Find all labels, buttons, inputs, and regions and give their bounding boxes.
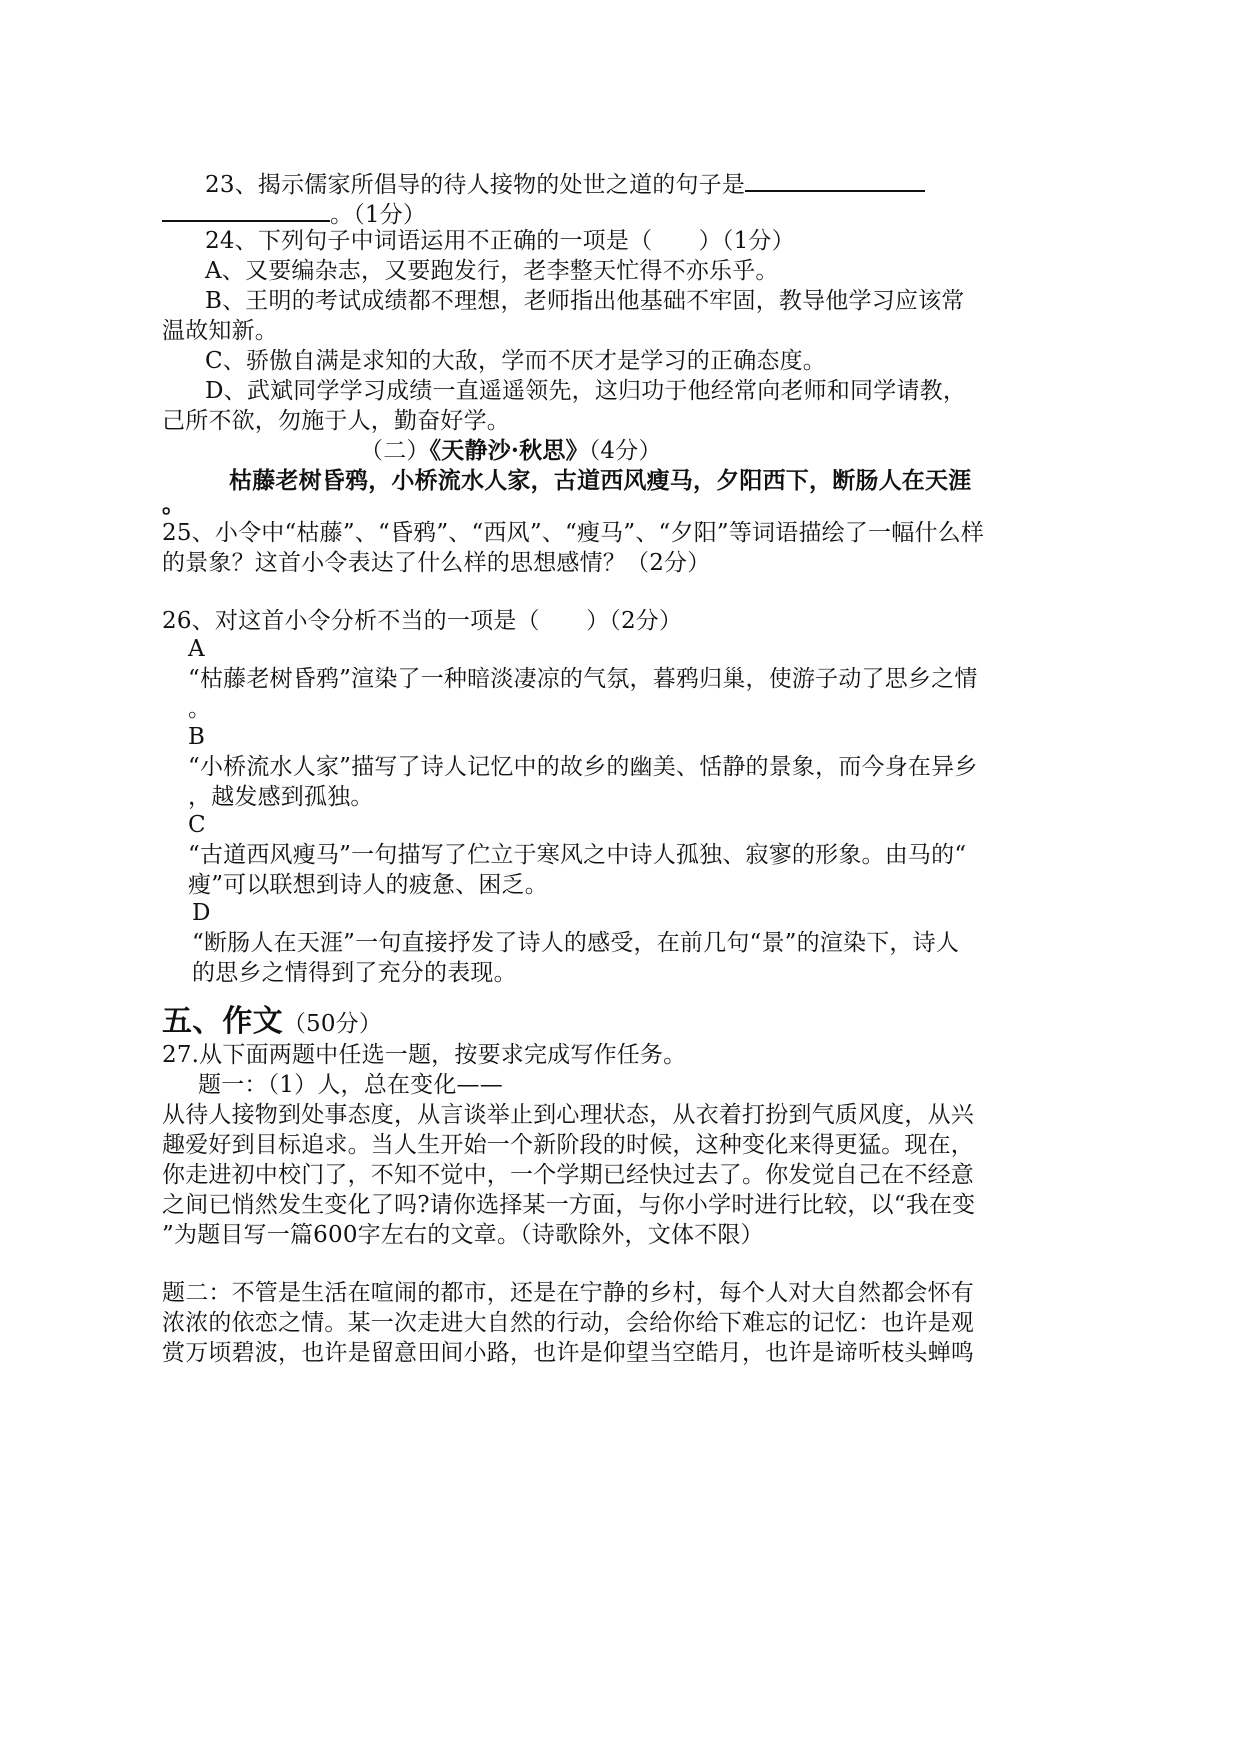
q27-topic1-line2: 趣爱好到目标追求。当人生开始一个新阶段的时候，这种变化来得更猛。现在， [162, 1132, 974, 1158]
q26-option-c-line2: 瘦”可以联想到诗人的疲惫、困乏。 [188, 872, 548, 898]
q23-answer-blank-2 [162, 198, 330, 222]
q26-stem: 26、对这首小令分析不当的一项是（ ）（2分） [162, 608, 683, 634]
q26-option-b-line2: ，越发感到孤独。 [188, 784, 374, 810]
poem-heading [360, 436, 662, 466]
section5-title: 五、作文 [162, 1004, 283, 1039]
q23-stem: 23、揭示儒家所倡导的待人接物的处世之道的句子是 [205, 172, 746, 198]
q24-stem: 24、下列句子中词语运用不正确的一项是（ ）（1分） [205, 228, 795, 254]
section5-score: （50分） [282, 1011, 383, 1037]
poem-heading-score: （4分） [588, 438, 662, 464]
q26-option-d-line1: “断肠人在天涯”一句直接抒发了诗人的感受，在前几句“景”的渲染下，诗人 [192, 930, 960, 956]
section5-heading [162, 1004, 382, 1042]
poem-text-line1: 枯藤老树昏鸦，小桥流水人家，古道西风瘦马，夕阳西下，断肠人在天涯 [229, 467, 972, 494]
q26-option-b-line1: “小桥流水人家”描写了诗人记忆中的故乡的幽美、恬静的景象，而今身在异乡 [188, 754, 978, 780]
q26-option-d-line2: 的思乡之情得到了充分的表现。 [192, 960, 517, 986]
q27-topic1-line1: 从待人接物到处事态度，从言谈举止到心理状态，从衣着打扮到气质风度，从兴 [162, 1102, 974, 1128]
q26-label-c: C [188, 812, 206, 838]
q25-line2: 的景象？这首小令表达了什么样的思想感情？（2分） [162, 550, 711, 576]
poem-heading-title: 《天静沙·秋思》 [429, 437, 589, 464]
q23-score: 。（1分） [330, 202, 427, 228]
q27-topic1-line4: 之间已悄然发生变化了吗?请你选择某一方面，与你小学时进行比较，以“我在变 [162, 1192, 976, 1218]
q26-label-d: D [192, 900, 211, 926]
q27-stem: 27.从下面两题中任选一题，按要求完成写作任务。 [162, 1042, 687, 1068]
q24-option-c: C、骄傲自满是求知的大敌，学而不厌才是学习的正确态度。 [205, 348, 826, 374]
q27-topic1-heading: 题一：（1）人，总在变化—— [198, 1072, 503, 1098]
poem-heading-prefix: （二） [360, 438, 430, 464]
q26-option-c-line1: “古道西风瘦马”一句描写了伫立于寒风之中诗人孤独、寂寥的形象。由马的“ [188, 842, 967, 868]
q27-topic2-line1: 题二：不管是生活在喧闹的都市，还是在宁静的乡村，每个人对大自然都会怀有 [162, 1280, 974, 1306]
q27-topic1-line5: ”为题目写一篇600字左右的文章。（诗歌除外，文体不限） [162, 1222, 764, 1248]
q24-option-d-line2: 己所不欲，勿施于人，勤奋好学。 [162, 408, 510, 434]
q26-option-a-line2: 。 [188, 696, 212, 722]
poem-text-line2: 。 [162, 491, 186, 518]
q24-option-b-line2: 温故知新。 [162, 318, 278, 344]
q27-topic2-line2: 浓浓的依恋之情。某一次走进大自然的行动，会给你给下难忘的记忆：也许是观 [162, 1310, 974, 1336]
q26-label-b: B [188, 724, 206, 750]
q24-option-d-line1: D、武斌同学学习成绩一直遥遥领先，这归功于他经常向老师和同学请教， [205, 378, 967, 404]
q24-option-b-line1: B、王明的考试成绩都不理想，老师指出他基础不牢固，教导他学习应该常 [205, 288, 965, 314]
q27-topic1-line3: 你走进初中校门了，不知不觉中，一个学期已经快过去了。你发觉自己在不经意 [162, 1162, 974, 1188]
q25-line1: 25、小令中“枯藤”、“昏鸦”、“西风”、“瘦马”、“夕阳”等词语描绘了一幅什么样 [162, 520, 985, 546]
q26-label-a: A [188, 636, 205, 662]
q23-answer-blank-1 [745, 168, 925, 192]
q24-option-a: A、又要编杂志，又要跑发行，老李整天忙得不亦乐乎。 [205, 258, 779, 284]
q27-topic2-line3: 赏万顷碧波，也许是留意田间小路，也许是仰望当空皓月，也许是谛听枝头蝉鸣 [162, 1340, 974, 1366]
q26-option-a-line1: “枯藤老树昏鸦”渲染了一种暗淡凄凉的气氛，暮鸦归巢，使游子动了思乡之情 [188, 666, 978, 692]
q23-line1 [205, 168, 925, 200]
